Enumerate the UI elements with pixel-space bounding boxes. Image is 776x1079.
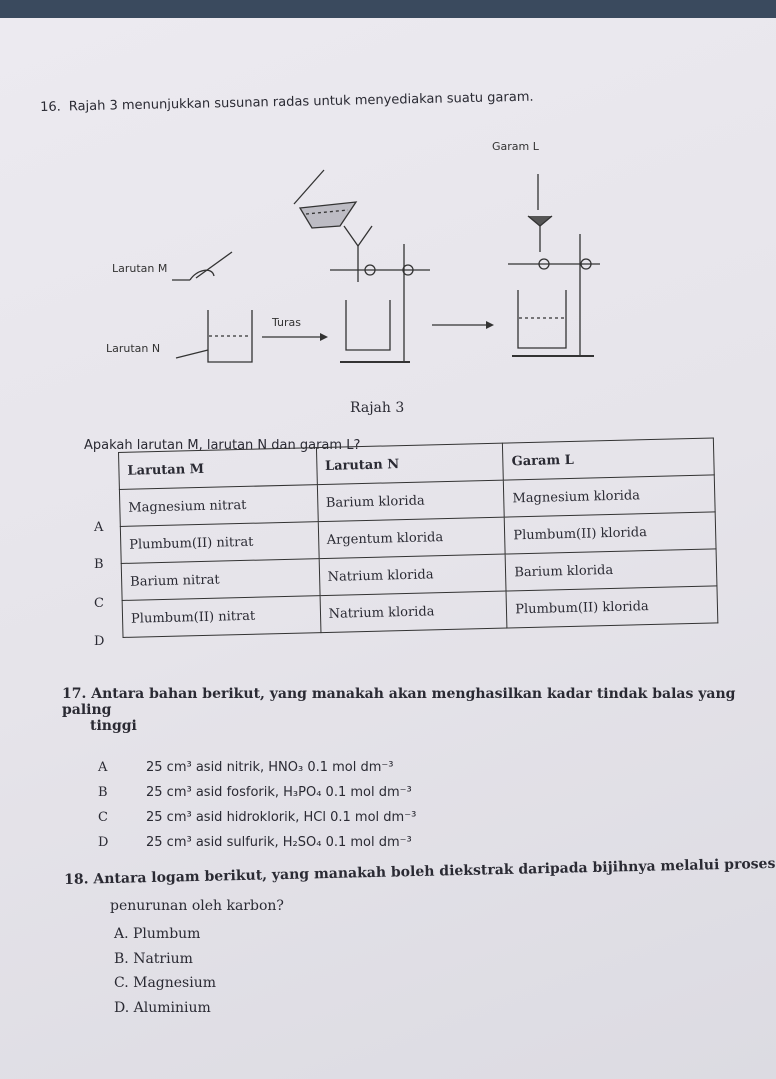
question-17: 17. Antara bahan berikut, yang manakah akan menghasilkan kadar tindak balas yang paling (62, 686, 736, 718)
option-letter[interactable]: A (94, 520, 104, 535)
question-16-prompt: Apakah larutan M, larutan N dan garam L? (84, 438, 361, 453)
arrow-2-head (486, 321, 494, 329)
cell-m: Magnesium nitrat (119, 485, 317, 527)
option-text: 25 cm³ asid nitrik, HNO₃ 0.1 mol dm⁻³ (146, 760, 394, 775)
option-letter: D (98, 835, 109, 850)
header-garam-l: Garam L (503, 438, 715, 480)
filtration-setup-1 (330, 226, 430, 362)
question-18-cont: penurunan oleh karbon? (110, 898, 284, 914)
cell-l: Plumbum(II) klorida (504, 512, 716, 554)
cell-n: Natrium klorida (319, 554, 507, 596)
question-text: Rajah 3 menunjukkan susunan radas untuk menyediakan suatu garam. (68, 89, 534, 115)
cell-n: Argentum klorida (318, 517, 506, 559)
q17-option-a[interactable] (98, 760, 394, 775)
cell-l: Magnesium klorida (504, 475, 716, 517)
question-17-cont: tinggi (90, 718, 137, 734)
label-larutan-m: Larutan M (112, 262, 168, 275)
cell-n: Natrium klorida (320, 591, 508, 633)
q18-option-a[interactable]: A. Plumbum (114, 926, 201, 942)
cell-m: Plumbum(II) nitrat (120, 522, 318, 564)
label-larutan-n: Larutan N (106, 342, 161, 355)
q18-option-d[interactable]: D. Aluminium (114, 1000, 211, 1016)
q17-option-c[interactable] (98, 810, 416, 825)
label-garam-l: Garam L (492, 140, 539, 153)
q17-option-d[interactable] (98, 835, 412, 850)
cell-l: Plumbum(II) klorida (506, 586, 718, 628)
label-turas: Turas (272, 316, 302, 329)
option-letter[interactable]: D (94, 634, 105, 649)
question-number: 16. (40, 99, 61, 115)
header-larutan-m: Larutan M (119, 448, 317, 490)
option-letter: C (98, 810, 108, 825)
option-letter[interactable]: C (94, 596, 104, 611)
option-letter: B (98, 785, 108, 800)
q17-option-b[interactable] (98, 785, 412, 800)
cell-m: Barium nitrat (121, 559, 319, 601)
option-text: 25 cm³ asid sulfurik, H₂SO₄ 0.1 mol dm⁻³ (146, 835, 412, 850)
beaker-mixing (172, 252, 252, 362)
header-larutan-n: Larutan N (316, 443, 504, 485)
cell-m: Plumbum(II) nitrat (122, 596, 320, 638)
q18-option-b[interactable]: B. Natrium (114, 951, 193, 967)
option-letter[interactable]: B (94, 557, 104, 572)
apparatus-diagram (0, 130, 776, 390)
option-text: 25 cm³ asid fosforik, H₃PO₄ 0.1 mol dm⁻³ (146, 785, 412, 800)
cell-l: Barium klorida (505, 549, 717, 591)
answer-table (118, 437, 718, 638)
evaporating-dish (294, 170, 356, 228)
figure-caption: Rajah 3 (350, 400, 405, 416)
arrow-1-head (320, 333, 328, 341)
filtration-setup-2 (508, 174, 600, 356)
q18-option-c[interactable]: C. Magnesium (114, 975, 217, 991)
option-letter: A (98, 760, 108, 775)
option-text: 25 cm³ asid hidroklorik, HCl 0.1 mol dm⁻³ (146, 810, 417, 825)
cell-n: Barium klorida (317, 480, 505, 522)
question-18: 18. Antara logam berikut, yang manakah boleh diekstrak daripada bijihnya melalui proses (64, 855, 776, 888)
